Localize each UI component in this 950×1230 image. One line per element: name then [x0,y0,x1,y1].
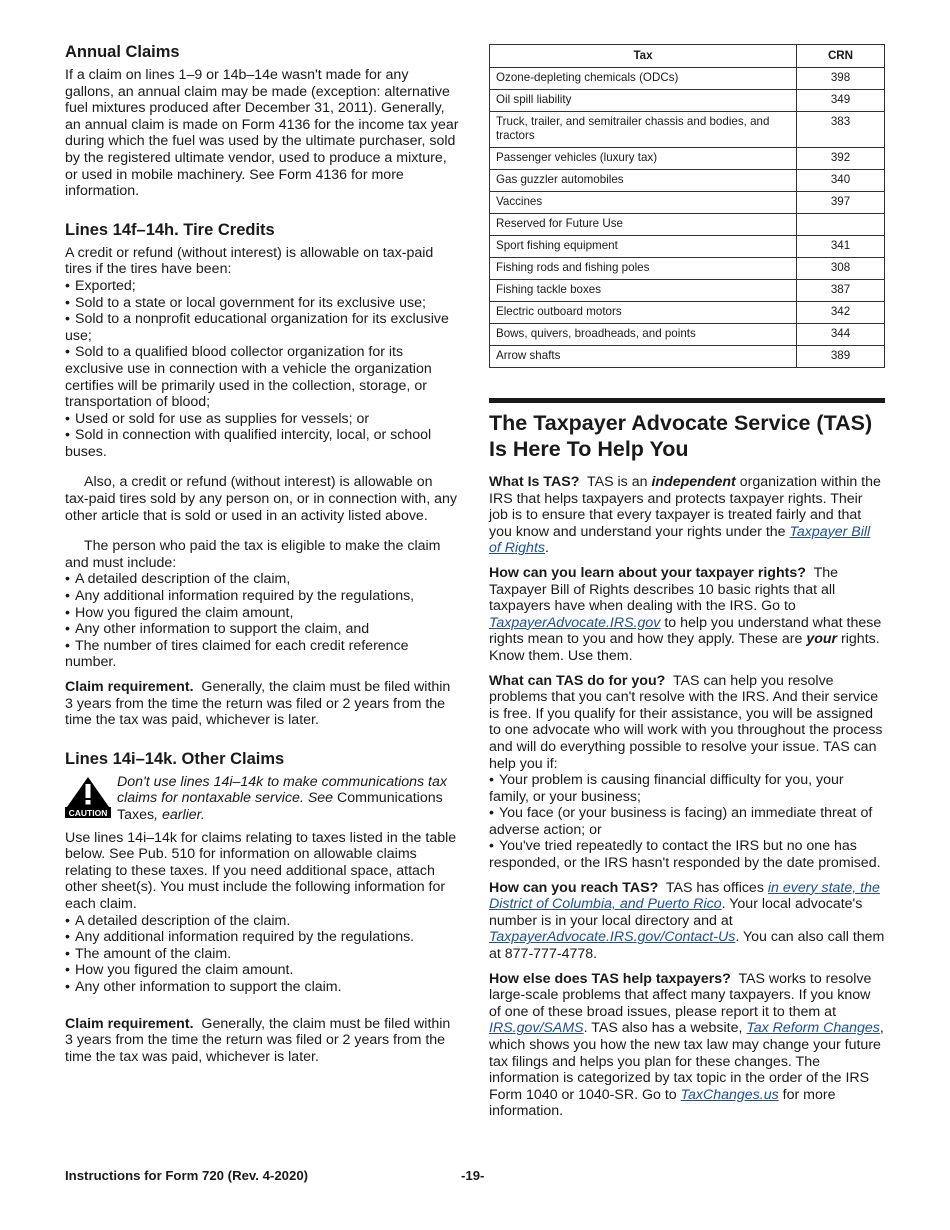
table-row [490,112,885,148]
annual-claims-paragraph: If a claim on lines 1–9 or 14b–14e wasn't made for any gallons, an annual claim may be made (exception: alternative fuel mixtures produced after December 31, 2011). Generally, an annual claim is made on Form 4136 for the income tax year during which the fuel was used by the ultimate purchaser, sold by the registered ultimate vendor, used to produce a mixture, or used in mobile machinery. See Form 4136 for more information. [65,67,459,200]
tax-cell: Sport fishing equipment [490,236,797,258]
tire-claim-requirement [65,679,460,729]
tax-cell: Gas guzzler automobiles [490,170,797,192]
claim-requirement-label: Claim requirement. [65,679,194,695]
tire-credits-person-paragraph: The person who paid the tax is eligible to make the claim and must include: [65,538,441,571]
tas-learn-text-c: rights. Know them. Use them. [489,631,880,664]
tax-cell: Passenger vehicles (luxury tax) [490,148,797,170]
tas-learn-text-a: The Taxpayer Bill of Rights describes 10 basic rights that all taxpayers have when dealing with the IRS. Go to [489,564,839,615]
tax-cell: Oil spill liability [490,90,797,112]
list-item: • Sold to a qualified blood collector organization for its exclusive use in connection with a vehicle the organization certifies will be primarily used in the collection, storage, or transportation of blood; [65,344,460,410]
irs-sams-link[interactable]: IRS.gov/SAMS [489,1020,584,1037]
page-footer [65,1168,885,1183]
list-item: • Used or sold for use as supplies for vessels; or [65,411,460,428]
list-item: • Exported; [65,278,460,295]
tas-else-text-b: . TAS also has a website, [583,1020,743,1037]
taxpayer-advocate-link[interactable]: TaxpayerAdvocate.IRS.gov [489,614,661,631]
tas-else-label: How else does TAS help taxpayers? [489,970,731,987]
table-row [490,346,885,368]
list-item: • Any additional information required by the regulations. [65,929,460,946]
annual-claims-heading: Annual Claims [65,43,180,61]
claim-requirement-text: Generally, the claim must be filed within 3 years from the time the return was filed or 2 years from the time the tax was paid, whichever is later. [65,679,451,729]
crn-cell: 340 [797,170,885,192]
table-row [490,148,885,170]
tas-what-text-b: organization within the IRS that helps taxpayers and protects taxpayer rights. Their job is to ensure that every taxpayer is treated fairly and that you know and understand your rights under the [489,474,881,540]
table-row [490,280,885,302]
crn-cell: 389 [797,346,885,368]
caution-icon-label: CAUTION [68,807,108,818]
list-item: • Any other information to support the claim, and [65,621,460,638]
tax-cell: Ozone-depleting chemicals (ODCs) [490,68,797,90]
crn-cell: 392 [797,148,885,170]
other-claim-requirement [65,1016,460,1066]
right-column [489,44,885,1120]
other-claims-paragraph: Use lines 14i–14k for claims relating to taxes listed in the table below. See Pub. 510 for information on allowable claims relating to these taxes. If you need additional space, attach other sheet(s). You must include the following information for each claim. [65,829,457,912]
tas-what-text-a: TAS is an [587,474,648,490]
crn-cell: 397 [797,192,885,214]
claim-requirement-label: Claim requirement. [65,1015,194,1032]
tas-offices-link[interactable]: in every state, the District of Columbia, and Puerto Rico [489,879,880,913]
list-item: • Any additional information required by the regulations, [65,588,460,605]
list-item: • You've tried repeatedly to contact the IRS but no one has responded, or the IRS hasn't responded by the date promised. [489,838,885,871]
crn-cell: 387 [797,280,885,302]
crn-cell: 308 [797,258,885,280]
tax-cell: Fishing tackle boxes [490,280,797,302]
caution-text-ref: Communications Taxes [117,790,443,823]
list-item: • Sold in connection with qualified intercity, local, or school buses. [65,427,460,460]
tas-reach-label: How can you reach TAS? [489,879,659,896]
tas-learn-emphasis: your [806,631,838,648]
list-item: • How you figured the claim amount, [65,605,460,622]
tax-cell: Bows, quivers, broadheads, and points [490,324,797,346]
tas-what-paragraph [489,474,885,557]
tas-what-end: . [545,540,549,557]
footer-form-title: Instructions for Form 720 (Rev. 4-2020) [65,1168,309,1183]
tas-learn-paragraph [489,565,885,665]
tas-reach-paragraph [489,880,885,963]
caution-text-end: , earlier. [154,806,205,823]
tire-credits-heading: Lines 14f–14h. Tire Credits [65,220,275,239]
caution-icon [65,776,111,823]
list-item: • Sold to a state or local government for its exclusive use; [65,295,460,312]
crn-table [489,44,885,368]
tax-cell: Electric outboard motors [490,302,797,324]
taxchanges-link[interactable]: TaxChanges.us [680,1086,779,1103]
list-item: • A detailed description of the claim, [65,571,460,588]
list-item: • The amount of the claim. [65,946,460,963]
tax-cell: Truck, trailer, and semitrailer chassis and bodies, and tractors [490,112,797,148]
table-row [490,90,885,112]
tax-reform-changes-link[interactable]: Tax Reform Changes [746,1020,880,1037]
table-row [490,236,885,258]
table-header-row [490,45,885,68]
other-claims-heading: Lines 14i–14k. Other Claims [65,749,285,768]
tas-reach-text-c: . You can also call them at 877-777-4778. [489,929,885,963]
tire-credits-also-paragraph: Also, a credit or refund (without interest) is allowable on tax-paid tires sold by any person on, or in connection with, any other article that is sold or used in an activity listed above. [65,474,457,524]
tas-reach-text-a: TAS has offices [665,879,764,896]
tas-what-label: What Is TAS? [489,474,580,490]
tas-else-text-a: TAS works to resolve large-scale problems that affect many taxpayers. If you know of one of these broad issues, please report it to them at [489,970,872,1020]
tas-else-text-c: , which shows you how the new tax law may change your future tax filings and helps you plan for these changes. The information is categorized by tax topic in the order of the IRS Form 1040 or 1040-SR. Go to [489,1020,884,1103]
tas-do-paragraph [489,673,885,773]
tas-else-paragraph [489,971,885,1120]
claim-requirement-text: Generally, the claim must be filed within 3 years from the time the return was filed or 2 years from the time the tax was paid, whichever is later. [65,1015,451,1065]
caution-note [65,774,460,824]
list-item: • You face (or your business is facing) an immediate threat of adverse action; or [489,805,885,838]
table-row [490,214,885,236]
taxpayer-bill-of-rights-link[interactable]: Taxpayer Bill of Rights [489,523,871,557]
list-item: • How you figured the claim amount. [65,962,460,979]
tas-divider [489,398,885,403]
list-item: • Any other information to support the claim. [65,979,460,996]
caution-text [111,774,460,824]
table-row [490,68,885,90]
tire-credits-intro: A credit or refund (without interest) is allowable on tax-paid tires if the tires have been: [65,244,434,278]
crn-cell: 344 [797,324,885,346]
page-number: -19- [461,1168,485,1183]
crn-cell: 349 [797,90,885,112]
table-row [490,192,885,214]
tas-contact-us-link[interactable]: TaxpayerAdvocate.IRS.gov/Contact-Us [489,929,736,946]
table-row [490,302,885,324]
tax-cell: Vaccines [490,192,797,214]
tas-what-emphasis: independent [651,474,736,490]
tax-cell: Arrow shafts [490,346,797,368]
table-row [490,170,885,192]
list-item: • Sold to a nonprofit educational organization for its exclusive use; [65,311,460,344]
left-column [65,42,460,1065]
crn-cell: 398 [797,68,885,90]
caution-text-a: Don't use lines 14i–14k to make communications tax claims for nontaxable service. See [117,773,447,807]
crn-cell: 341 [797,236,885,258]
tas-do-text: TAS can help you resolve problems that you can't resolve with the IRS. And their service is free. If you qualify for their assistance, you will be assigned to one advocate who will work with you throughout the process and will do everything possible to resolve your issue. TAS can help you if: [489,672,883,772]
tas-else-text-d: for more information. [489,1086,836,1120]
crn-cell: 383 [797,112,885,148]
list-item: • Your problem is causing financial difficulty for you, your family, or your business; [489,772,885,805]
tas-learn-label: How can you learn about your taxpayer rights? [489,564,806,581]
crn-column-header: CRN [797,45,885,68]
tas-title: The Taxpayer Advocate Service (TAS) Is Here To Help You [489,411,873,461]
tax-column-header: Tax [490,45,797,68]
table-row [490,324,885,346]
list-item: • A detailed description of the claim. [65,913,460,930]
list-item: • The number of tires claimed for each credit reference number. [65,638,460,671]
tas-learn-text-b: to help you understand what these rights mean to you and how they apply. These are [489,614,882,648]
tax-cell: Reserved for Future Use [490,214,797,236]
tax-cell: Fishing rods and fishing poles [490,258,797,280]
crn-cell: 342 [797,302,885,324]
crn-cell [797,214,885,236]
tas-reach-text-b: . Your local advocate's number is in your local directory and at [489,896,863,929]
table-row [490,258,885,280]
tas-do-label: What can TAS do for you? [489,672,666,689]
